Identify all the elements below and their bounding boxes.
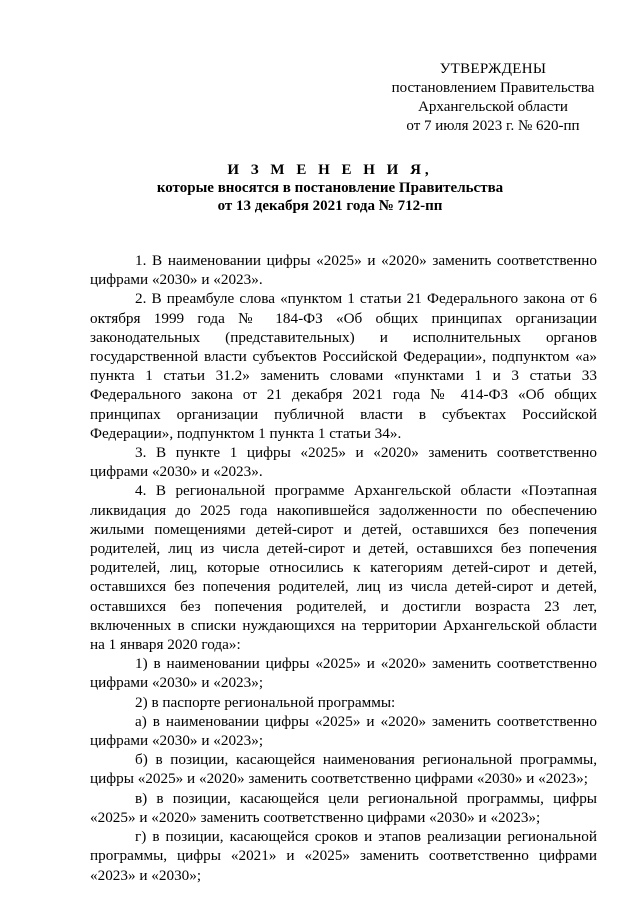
- approval-date: от 7 июля 2023 г. № 620-пп: [406, 118, 580, 134]
- document-body: [90, 251, 597, 885]
- document-title: И З М Е Н Е Н И Я,: [227, 162, 433, 178]
- document-subtitle: которые вносятся в постановление Правительства: [156, 180, 504, 196]
- paragraph: б) в позиции, касающейся наименования региональной программы, цифры «2025» и «2020» заменить соответственно цифрами «2030» и «2023»;: [90, 751, 597, 788]
- paragraph: а) в наименовании цифры «2025» и «2020» заменить соответственно цифрами «2030» и «2023»;: [90, 712, 597, 750]
- approval-stamp: [380, 60, 606, 136]
- paragraph: 4. В региональной программе Архангельской области «Поэтапная ликвидация до 2025 года накопившейся задолженности по обеспечению жилыми помещениями детей-сирот и детей, оставшихся без попечения родителей, лиц из числа детей-сирот и детей, оставшихся без попечения родителей, лиц, которые относились к категориям детей-сирот и детей, оставшихся без попечения родителей, лиц из числа детей-сирот и детей, оставшихся без попечения родителей, и достигли возраста 23 лет, включенных в списки нуждающихся на территории Архангельской области на 1 января 2020 года»:: [90, 482, 597, 654]
- paragraph: г) в позиции, касающейся сроков и этапов реализации региональной программы, цифры «2021» и «2025» заменить соответственно цифрами «2023» и «2030»;: [90, 828, 597, 884]
- paragraph: 2. В преамбуле слова «пунктом 1 статьи 21 Федерального закона от 6 октября 1999 года № 184-ФЗ «Об общих принципах организации законодательных (представительных) и исполнительных органов государственной власти субъектов Российской Федерации», подпунктом «а» пункта 1 статьи 31.2» заменить словами «пунктами 1 и 3 статьи 33 Федерального закона от 21 декабря 2021 года № 414-ФЗ «Об общих принципах организации публичной власти в субъектах Российской Федерации», подпунктом 1 пункта 1 статьи 34».: [90, 290, 597, 442]
- approval-line: постановлением Правительства: [391, 80, 595, 96]
- paragraph: 2) в паспорте региональной программы:: [135, 693, 396, 711]
- approval-line: Архангельской области: [418, 99, 568, 115]
- paragraph: 1. В наименовании цифры «2025» и «2020» заменить соответственно цифрами «2030» и «2023».: [90, 252, 597, 289]
- approval-heading: УТВЕРЖДЕНЫ: [439, 61, 547, 77]
- document-subtitle: от 13 декабря 2021 года № 712-пп: [217, 198, 443, 214]
- paragraph: в) в позиции, касающейся цели региональной программы, цифры «2025» и «2020» заменить соответственно цифрами «2030» и «2023»;: [90, 789, 597, 826]
- paragraph: 1) в наименовании цифры «2025» и «2020» заменить соответственно цифрами «2030» и «2023»;: [90, 655, 597, 692]
- paragraph: 3. В пункте 1 цифры «2025» и «2020» заменить соответственно цифрами «2030» и «2023».: [90, 444, 597, 481]
- document-heading: [60, 161, 600, 215]
